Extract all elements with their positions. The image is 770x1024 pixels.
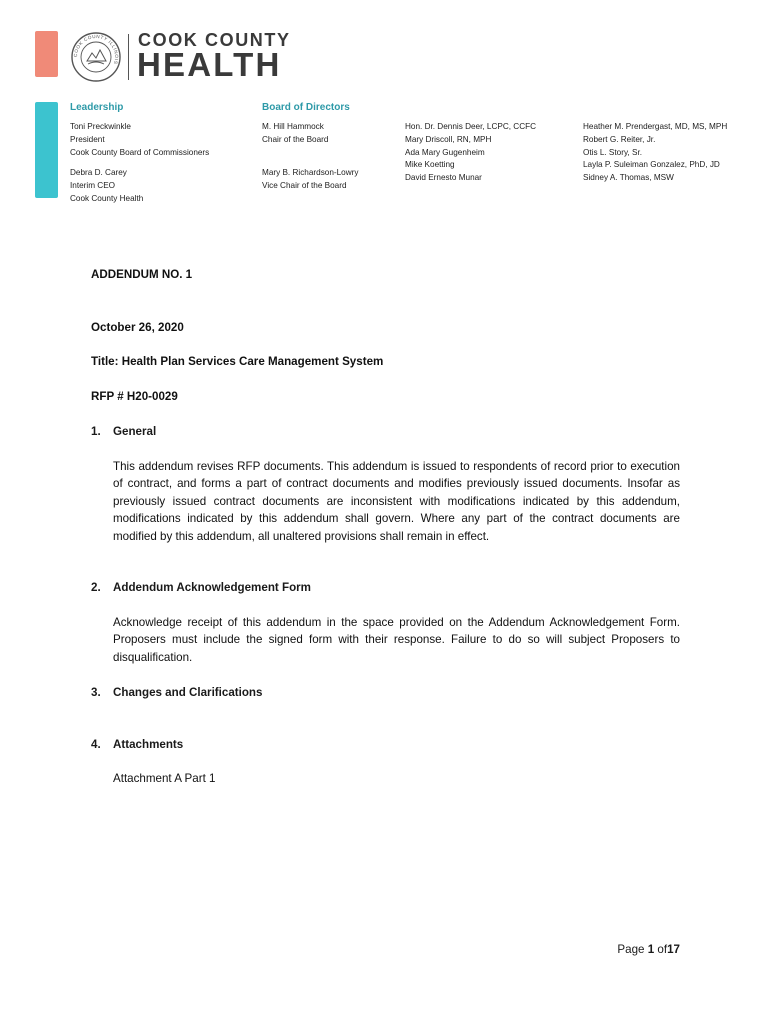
board-members-list-1 bbox=[405, 121, 536, 185]
page-current: 1 bbox=[647, 943, 655, 956]
section-number: 1. bbox=[91, 425, 101, 438]
addendum-number: ADDENDUM NO. 1 bbox=[91, 268, 193, 281]
attachment-item: Attachment A Part 1 bbox=[113, 772, 216, 785]
board-line: Hon. Dr. Dennis Deer, LCPC, CCFC bbox=[405, 122, 537, 131]
board-line: M. Hill Hammock bbox=[262, 122, 324, 131]
leadership-line: Interim CEO bbox=[70, 181, 116, 191]
section-number: 3. bbox=[91, 686, 101, 699]
document-date: October 26, 2020 bbox=[91, 321, 184, 334]
board-officers-list bbox=[262, 121, 358, 193]
board-line: Heather M. Prendergast, MD, MS, MPH bbox=[583, 122, 728, 131]
section-heading-general: General bbox=[113, 425, 157, 438]
brand-accent-bar-coral bbox=[35, 31, 58, 77]
board-line: Robert G. Reiter, Jr. bbox=[583, 134, 656, 144]
board-line: Sidney A. Thomas, MSW bbox=[583, 173, 674, 183]
board-line: Mary Driscoll, RN, MPH bbox=[405, 134, 492, 144]
page-number bbox=[617, 943, 680, 956]
board-line: Chair of the Board bbox=[262, 134, 329, 144]
leadership-line: Debra D. Carey bbox=[70, 168, 127, 178]
county-seal-logo bbox=[70, 31, 122, 83]
section-heading-changes: Changes and Clarifications bbox=[113, 686, 263, 699]
leadership-line: Cook County Health bbox=[70, 193, 144, 203]
board-line: Layla P. Suleiman Gonzalez, PhD, JD bbox=[583, 160, 720, 170]
section-body-general: This addendum revises RFP documents. This addendum is issued to respondents of record prior to execution of contract, and forms a part of contract documents and modifies previously issued documents. Insofar as previously issued contract documents are inconsistent with modifications indicated by this addendum, modifications indicated by this addendum shall govern. Where any part of the contract documents are modified by this addendum, all unaltered provisions shall remain in effect. bbox=[113, 460, 680, 543]
board-line: David Ernesto Munar bbox=[405, 173, 482, 183]
section-number: 4. bbox=[91, 738, 101, 751]
page-of-word: of bbox=[657, 943, 668, 956]
board-line: Vice Chair of the Board bbox=[262, 180, 347, 190]
brand-accent-bar-teal bbox=[35, 102, 58, 198]
logo-text-cook-county: COOK COUNTY bbox=[138, 30, 291, 50]
leadership-line: President bbox=[70, 134, 105, 144]
leadership-line: Cook County Board of Commissioners bbox=[70, 147, 210, 157]
page-word: Page bbox=[617, 943, 645, 956]
section-body-acknowledgement: Acknowledge receipt of this addendum in the space provided on the Addendum Acknowledgement Form. Proposers must include the signed form with their response. Failure to do so will subject Proposers to disqualification. bbox=[113, 616, 680, 664]
board-line: Otis L. Story, Sr. bbox=[583, 147, 642, 157]
seal-text: COOK COUNTY ILLINOIS bbox=[72, 33, 120, 66]
leadership-line: Toni Preckwinkle bbox=[70, 122, 131, 131]
board-line: Mary B. Richardson-Lowry bbox=[262, 168, 359, 178]
section-number: 2. bbox=[91, 581, 101, 594]
board-line: Ada Mary Gugenheim bbox=[405, 147, 485, 157]
document-title: Title: Health Plan Services Care Management System bbox=[91, 355, 384, 368]
section-heading-acknowledgement: Addendum Acknowledgement Form bbox=[113, 581, 311, 594]
logo-text-health: HEALTH bbox=[137, 46, 282, 83]
section-heading-attachments: Attachments bbox=[113, 738, 184, 751]
board-heading: Board of Directors bbox=[262, 102, 350, 113]
logo-divider bbox=[128, 34, 129, 80]
leadership-heading: Leadership bbox=[70, 102, 124, 113]
page-total: 17 bbox=[667, 943, 680, 956]
board-line: Mike Koetting bbox=[405, 160, 455, 170]
leadership-list bbox=[70, 121, 209, 206]
rfp-number: RFP # H20-0029 bbox=[91, 390, 178, 403]
board-members-list-2 bbox=[583, 121, 727, 185]
